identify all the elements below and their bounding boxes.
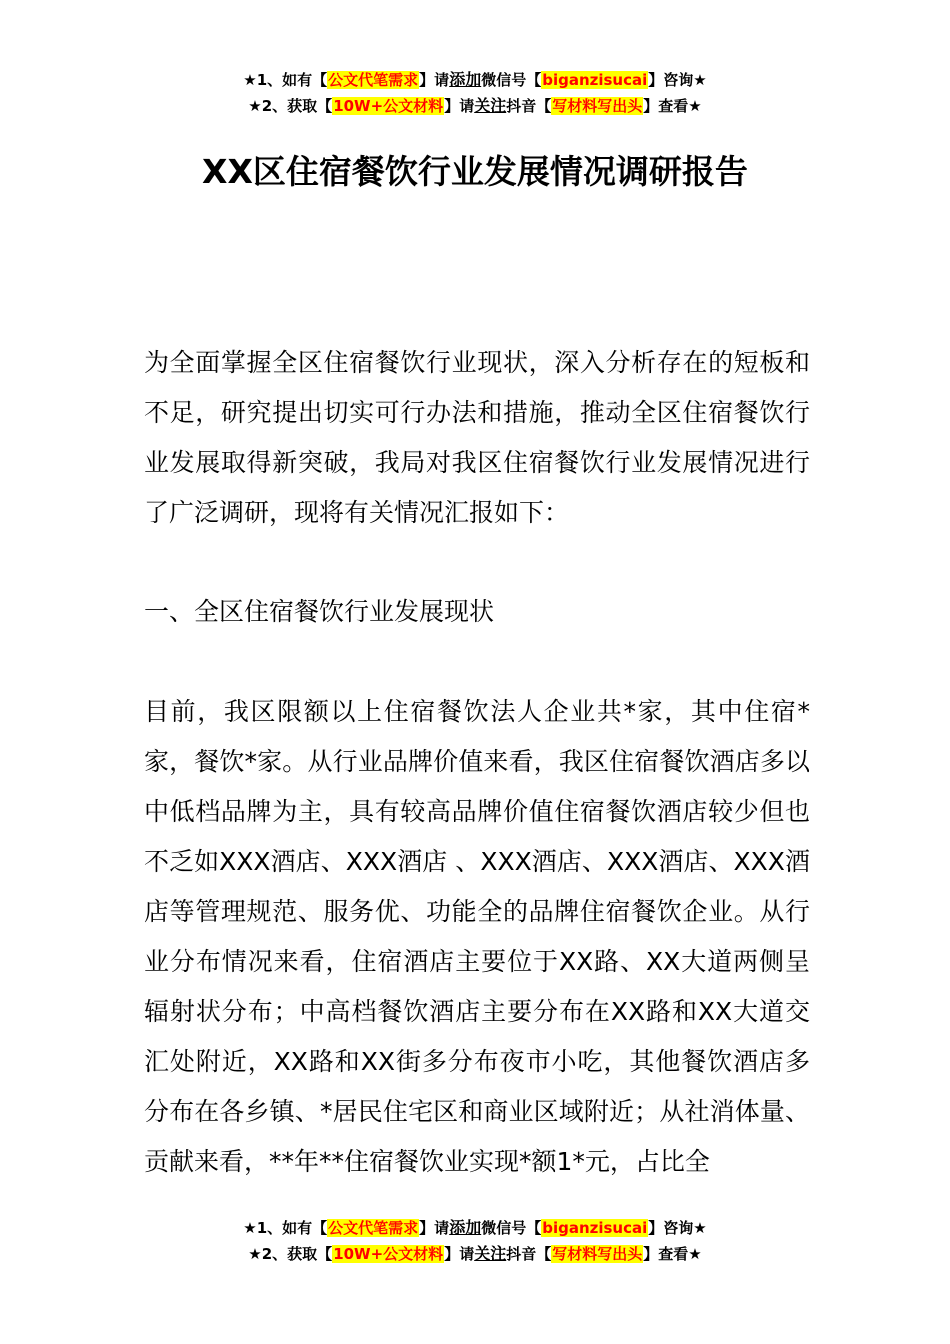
banner-highlight: 10W+公文材料 — [333, 1245, 444, 1263]
banner-underlined-text: 添加 — [449, 1218, 482, 1237]
banner-underlined-text: 关注 — [474, 96, 507, 115]
banner-line-2 — [0, 93, 950, 119]
banner-highlight: 公文代笔需求 — [328, 71, 419, 89]
banner-highlight: 写材料写出头 — [552, 97, 643, 115]
banner-text: 】咨询★ — [648, 1219, 707, 1237]
banner-line-1 — [0, 67, 950, 93]
banner-underlined-text: 关注 — [474, 1244, 507, 1263]
banner-underlined-text: 添加 — [449, 70, 482, 89]
banner-text: 】咨询★ — [648, 71, 707, 89]
banner-text: 抖音【 — [506, 97, 552, 115]
section-heading: 一、全区住宿餐饮行业发展现状 — [144, 597, 495, 626]
banner-line-2 — [0, 1241, 950, 1267]
banner-highlight: biganzisucai — [542, 71, 648, 89]
banner-text: 】查看★ — [643, 1245, 702, 1263]
banner-text: 微信号【 — [481, 71, 542, 89]
banner-text: 】请 — [444, 1245, 475, 1263]
bottom-banner — [0, 1215, 950, 1267]
banner-text: 微信号【 — [481, 1219, 542, 1237]
top-banner — [0, 67, 950, 119]
banner-text: 抖音【 — [506, 1245, 552, 1263]
banner-text: ★1、如有【 — [243, 71, 328, 89]
banner-text: ★2、获取【 — [248, 97, 333, 115]
banner-text: ★2、获取【 — [248, 1245, 333, 1263]
document-title: XX区住宿餐饮行业发展情况调研报告 — [202, 152, 748, 191]
banner-line-1 — [0, 1215, 950, 1241]
section-body-paragraph: 目前，我区限额以上住宿餐饮法人企业共*家，其中住宿*家，餐饮*家。从行业品牌价值来看，我区住宿餐饮酒店多以中低档品牌为主，具有较高品牌价值住宿餐饮酒店较少但也不乏如XXX酒店、XXX酒店 、XXX酒店、XXX酒店、XXX酒店等管理规范、服务优、功能全的品牌住宿餐饮企业。从行业分布情况来看，住宿酒店主要位于XX路、XX大道两侧呈辐射状分布；中高档餐饮酒店主要分布在XX路和XX大道交汇处附近，XX路和XX街多分布夜市小吃，其他餐饮酒店多分布在各乡镇、*居民住宅区和商业区域附近；从社消体量、贡献来看，**年**住宿餐饮业实现*额1*元，占比全 — [144, 697, 810, 1176]
banner-highlight: biganzisucai — [542, 1219, 648, 1237]
banner-highlight: 公文代笔需求 — [328, 1219, 419, 1237]
banner-text: 】请 — [444, 97, 475, 115]
banner-highlight: 10W+公文材料 — [333, 97, 444, 115]
banner-highlight: 写材料写出头 — [552, 1245, 643, 1263]
banner-text: 】请 — [419, 1219, 450, 1237]
banner-text: 】请 — [419, 71, 450, 89]
intro-paragraph: 为全面掌握全区住宿餐饮行业现状，深入分析存在的短板和不足，研究提出切实可行办法和措施，推动全区住宿餐饮行业发展取得新突破，我局对我区住宿餐饮行业发展情况进行了广泛调研，现将有关情况汇报如下： — [144, 348, 810, 527]
banner-text: 】查看★ — [643, 97, 702, 115]
banner-text: ★1、如有【 — [243, 1219, 328, 1237]
